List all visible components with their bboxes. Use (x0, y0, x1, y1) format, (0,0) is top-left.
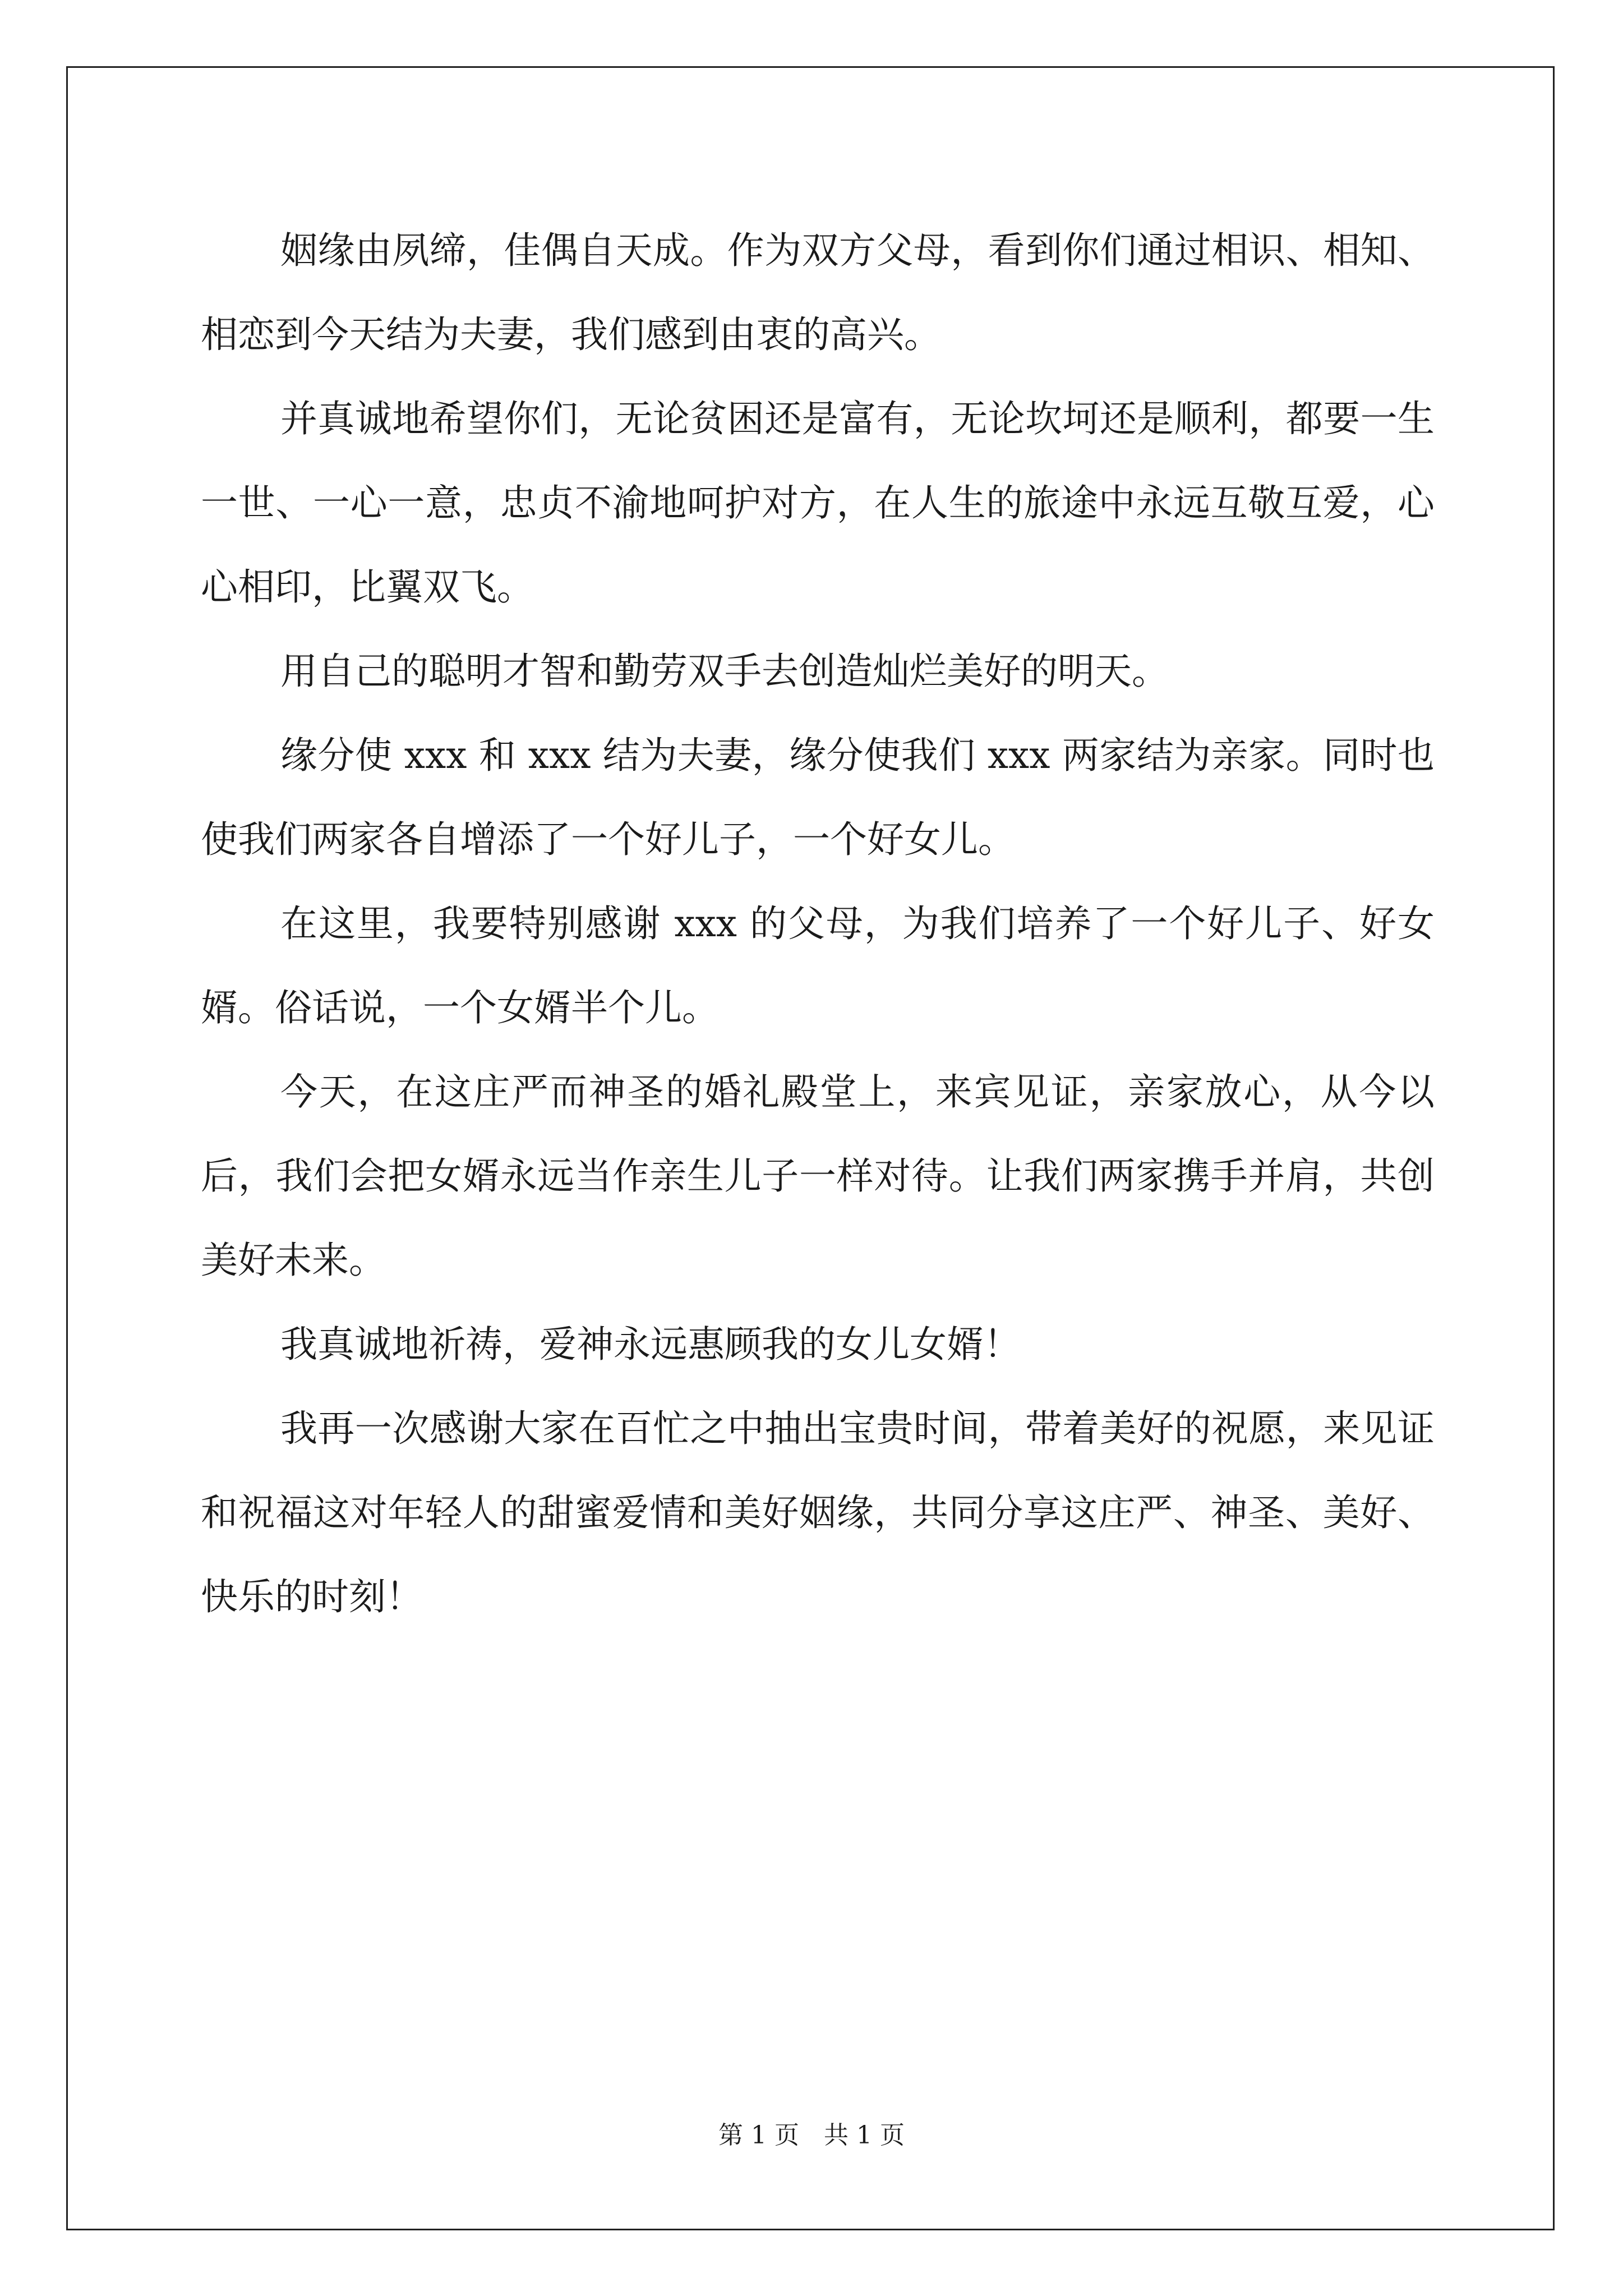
page-number-footer: 第 1 页 共 1 页 (718, 2121, 905, 2150)
paragraph-3: 用自己的聪明才智和勤劳双手去创造灿烂美好的明天。 (280, 650, 1169, 693)
document-body (201, 209, 1435, 1639)
paragraph-4: 缘分使 xxx 和 xxx 结为夫妻，缘分使我们 xxx 两家结为亲家。同时也使我们两家各自增添了一个好儿子，一个好女儿。 (201, 734, 1435, 861)
paragraph-1: 姻缘由夙缔，佳偶自天成。作为双方父母，看到你们通过相识、相知、相恋到今天结为夫妻，我们感到由衷的高兴。 (201, 229, 1435, 356)
paragraph-8: 我再一次感谢大家在百忙之中抽出宝贵时间，带着美好的祝愿，来见证和祝福这对年轻人的甜蜜爱情和美好姻缘，共同分享这庄严、神圣、美好、快乐的时刻！ (201, 1407, 1435, 1618)
paragraph-6: 今天，在这庄严而神圣的婚礼殿堂上，来宾见证，亲家放心，从今以后，我们会把女婿永远当作亲生儿子一样对待。让我们两家携手并肩，共创美好未来。 (201, 1070, 1435, 1282)
paragraph-5: 在这里，我要特别感谢 xxx 的父母，为我们培养了一个好儿子、好女婿。俗话说，一个女婿半个儿。 (201, 902, 1435, 1029)
paragraph-2: 并真诚地希望你们，无论贫困还是富有，无论坎坷还是顺利，都要一生一世、一心一意，忠贞不渝地呵护对方，在人生的旅途中永远互敬互爱，心心相印，比翼双飞。 (201, 397, 1435, 609)
paragraph-7: 我真诚地祈祷，爱神永远惠顾我的女儿女婿！ (280, 1323, 1021, 1366)
